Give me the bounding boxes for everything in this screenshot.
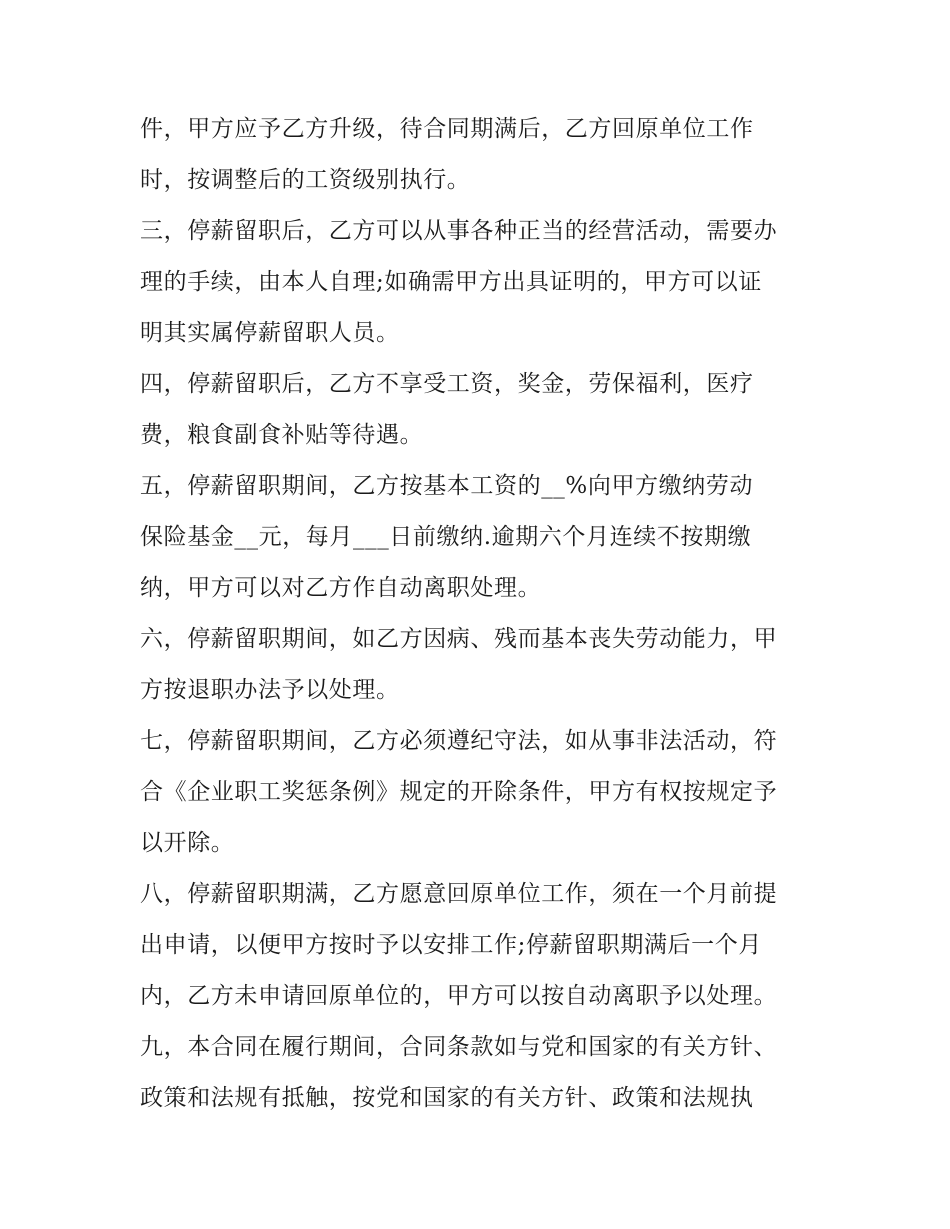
text-line: 三，停薪留职后，乙方可以从事各种正当的经营活动，需要办 [140,218,778,244]
text-line: 五，停薪留职期间，乙方按基本工资的__%向甲方缴纳劳动 [140,473,754,499]
text-line: 方按退职办法予以处理。 [140,677,400,703]
text-line: 九，本合同在履行期间，合同条款如与党和国家的有关方针、 [140,1034,778,1060]
text-line: 纳，甲方可以对乙方作自动离职处理。 [140,575,542,601]
text-line: 理的手续，由本人自理;如确需甲方出具证明的，甲方可以证 [140,269,762,295]
text-line: 政策和法规有抵触，按党和国家的有关方针、政策和法规执 [140,1085,754,1111]
text-line: 以开除。 [140,830,235,856]
text-line: 八，停薪留职期满，乙方愿意回原单位工作，须在一个月前提 [140,881,778,907]
contract-text-body [140,104,820,1124]
text-line: 保险基金__元，每月___日前缴纳.逾期六个月连续不按期缴 [140,524,752,550]
text-line: 费，粮食副食补贴等待遇。 [140,422,424,448]
text-line: 内，乙方未申请回原单位的，甲方可以按自动离职予以处理。 [140,983,778,1009]
text-line: 明其实属停薪留职人员。 [140,320,400,346]
text-line: 出申请，以便甲方按时予以安排工作;停薪留职期满后一个月 [140,932,762,958]
text-line: 合《企业职工奖惩条例》规定的开除条件，甲方有权按规定予 [140,779,778,805]
text-line: 时，按调整后的工资级别执行。 [140,167,471,193]
text-line: 七，停薪留职期间，乙方必须遵纪守法，如从事非法活动，符 [140,728,778,754]
text-line: 六，停薪留职期间，如乙方因病、残而基本丧失劳动能力，甲 [140,626,778,652]
text-line: 四，停薪留职后，乙方不享受工资，奖金，劳保福利，医疗 [140,371,754,397]
text-line: 件，甲方应予乙方升级，待合同期满后，乙方回原单位工作 [140,116,754,142]
